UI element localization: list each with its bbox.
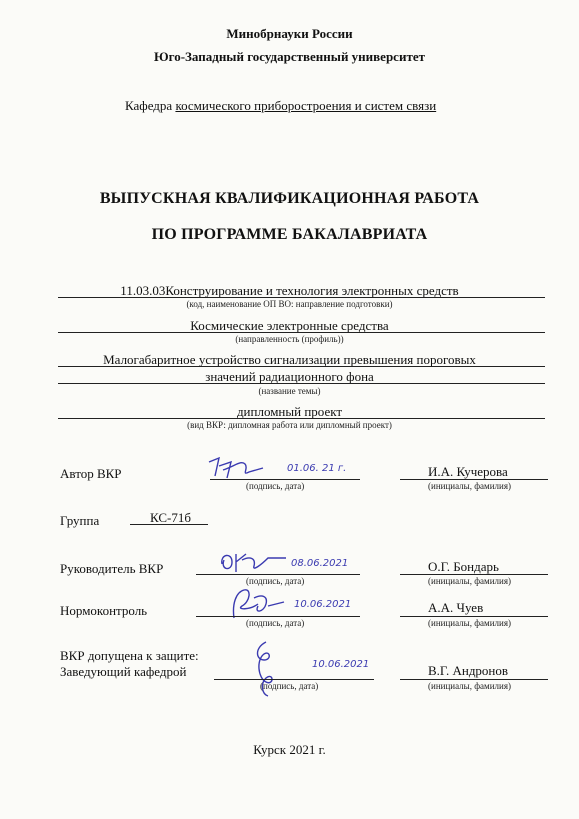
profile-value: Космические электронные средства: [190, 318, 389, 333]
work-type-caption: (вид ВКР: дипломная работа или дипломный проект): [187, 420, 392, 430]
author-sign-date: 01.06. 21 г.: [287, 463, 347, 474]
normcontrol-sign-underline: [196, 616, 360, 617]
supervisor-sign-caption: (подпись, дата): [246, 576, 305, 586]
title-line-2: ПО ПРОГРАММЕ БАКАЛАВРИАТА: [151, 226, 428, 243]
city-year: Курск 2021 г.: [253, 742, 326, 757]
author-name-underline: [400, 479, 548, 480]
supervisor-name-caption: (инициалы, фамилия): [428, 576, 511, 586]
head-sign-underline: [214, 679, 374, 680]
head-name-underline: [400, 679, 548, 680]
author-sign-underline: [210, 479, 360, 480]
topic-caption: (название темы): [258, 386, 321, 396]
topic-underline-2: [58, 383, 545, 384]
normcontrol-name: А.А. Чуев: [428, 600, 484, 615]
topic-underline-1: [58, 366, 545, 367]
normcontrol-name-caption: (инициалы, фамилия): [428, 618, 511, 628]
supervisor-name-underline: [400, 574, 548, 575]
ministry-name: Минобрнауки России: [226, 26, 353, 41]
direction-caption: (код, наименование ОП ВО: направление подготовки): [186, 299, 393, 309]
work-type-underline: [58, 418, 545, 419]
author-name-caption: (инициалы, фамилия): [428, 481, 511, 491]
head-sign-date: 10.06.2021: [312, 659, 370, 670]
topic-line-1: Малогабаритное устройство сигнализации превышения пороговых: [103, 352, 476, 367]
direction-underline: [58, 297, 545, 298]
head-of-department-label: Заведующий кафедрой: [60, 664, 187, 679]
department-line: [125, 98, 436, 114]
head-sign-caption: (подпись, дата): [260, 681, 319, 691]
author-name: И.А. Кучерова: [428, 464, 508, 479]
department-name: космического приборостроения и систем связи: [175, 98, 437, 113]
normcontrol-label: Нормоконтроль: [60, 603, 148, 618]
direction-value: 11.03.03Конструирование и технология электронных средств: [120, 283, 459, 298]
supervisor-sign-underline: [196, 574, 360, 575]
supervisor-label: Руководитель ВКР: [60, 561, 164, 576]
department-prefix: Кафедра: [125, 98, 173, 113]
admission-label: ВКР допущена к защите:: [60, 648, 199, 663]
group-underline: [130, 524, 208, 525]
group-label: Группа: [60, 513, 100, 528]
author-label: Автор ВКР: [60, 466, 122, 481]
topic-line-2: значений радиационного фона: [205, 369, 374, 384]
normcontrol-sign-date: 10.06.2021: [294, 599, 352, 610]
profile-caption: (направленность (профиль)): [235, 334, 344, 344]
supervisor-name: О.Г. Бондарь: [428, 559, 499, 574]
supervisor-sign-date: 08.06.2021: [291, 558, 349, 569]
author-sign-caption: (подпись, дата): [246, 481, 305, 491]
normcontrol-name-underline: [400, 616, 548, 617]
title-line-1: ВЫПУСКНАЯ КВАЛИФИКАЦИОННАЯ РАБОТА: [99, 190, 480, 207]
normcontrol-sign-caption: (подпись, дата): [246, 618, 305, 628]
work-type-value: дипломный проект: [236, 404, 343, 419]
head-name: В.Г. Андронов: [428, 663, 509, 678]
head-name-caption: (инициалы, фамилия): [428, 681, 511, 691]
profile-underline: [58, 332, 545, 333]
group-value: КС-71б: [150, 510, 191, 525]
university-name: Юго-Западный государственный университет: [154, 49, 425, 64]
